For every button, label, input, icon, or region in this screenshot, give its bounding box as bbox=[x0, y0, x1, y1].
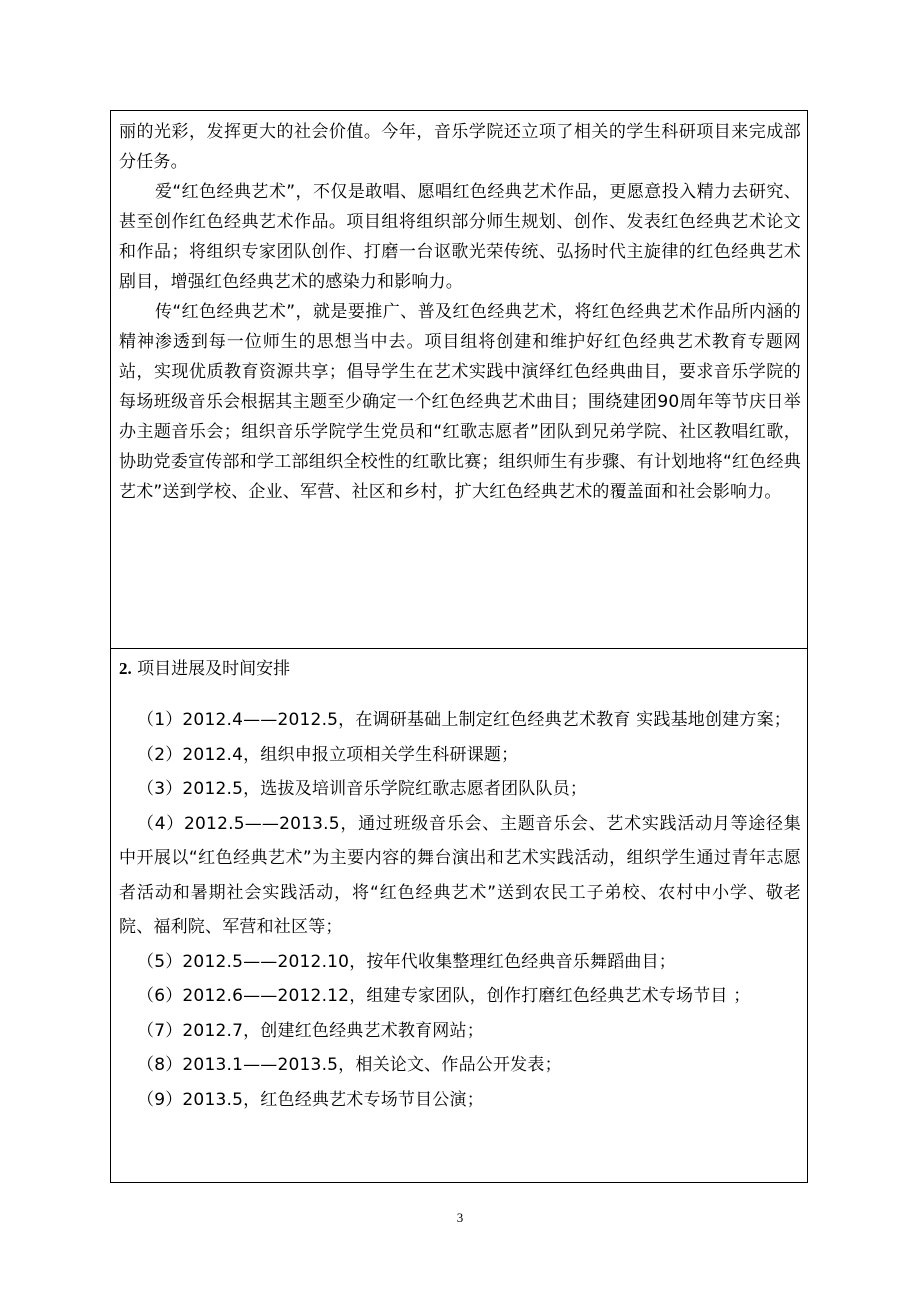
schedule-item: （1）2012.4——2012.5，在调研基础上制定红色经典艺术教育 实践基地创建方案； bbox=[137, 710, 791, 730]
section-title: 项目进展及时间安排 bbox=[137, 659, 291, 679]
paragraph-spread-red-classics: 传“红色经典艺术”，就是要推广、普及红色经典艺术，将红色经典艺术作品所内涵的精神渗透到每一位师生的思想当中去。项目组将创建和维护好红色经典艺术教育专题网站，实现优质教育资源共享；倡导学生在艺术实践中演绎红色经典曲目，要求音乐学院的每场班级音乐会根据其主题至少确定一个红色经典艺术曲目；围绕建团90周年等节庆日举办主题音乐会；组织音乐学院学生党员和“红歌志愿者”团队到兄弟学院、社区教唱红歌，协助党委宣传部和学工部组织全校性的红歌比赛；组织师生有步骤、有计划地将“红色经典艺术”送到学校、企业、军营、社区和乡村，扩大红色经典艺术的覆盖面和社会影响力。 bbox=[119, 302, 801, 502]
schedule-item: （9）2013.5，红色经典艺术专场节目公演； bbox=[137, 1089, 484, 1110]
schedule-item: （5）2012.5——2012.10，按年代收集整理红色经典音乐舞蹈曲目； bbox=[137, 951, 676, 972]
section-number: 2. bbox=[119, 659, 132, 678]
schedule-list bbox=[119, 703, 801, 1117]
schedule-cell bbox=[111, 649, 807, 1182]
schedule-item: （6）2012.6——2012.12，组建专家团队，创作打磨红色经典艺术专场节目 ； bbox=[137, 986, 751, 1006]
schedule-item: （8）2013.1——2013.5，相关论文、作品公开发表； bbox=[137, 1055, 562, 1075]
project-content-cell bbox=[111, 111, 807, 649]
schedule-item: （7）2012.7，创建红色经典艺术教育网站； bbox=[137, 1020, 484, 1041]
paragraph-continuation: 丽的光彩，发挥更大的社会价值。今年，音乐学院还立项了相关的学生科研项目来完成部分任务。 bbox=[119, 122, 801, 172]
paragraph-love-red-classics: 爱“红色经典艺术”，不仅是敢唱、愿唱红色经典艺术作品，更愿意投入精力去研究、甚至创作红色经典艺术作品。项目组将组织部分师生规划、创作、发表红色经典艺术论文和作品；将组织专家团队创作、打磨一台讴歌光荣传统、弘扬时代主旋律的红色经典艺术剧目，增强红色经典艺术的感染力和影响力。 bbox=[119, 182, 801, 292]
schedule-item: （4）2012.5——2013.5，通过班级音乐会、主题音乐会、艺术实践活动月等途径集中开展以“红色经典艺术”为主要内容的舞台演出和艺术实践活动，组织学生通过青年志愿者活动和暑期社会实践活动，将“红色经典艺术”送到农民工子弟校、农村中小学、敬老院、福利院、军营和社区等； bbox=[119, 813, 801, 937]
schedule-item: （3）2012.5，选拔及培训音乐学院红歌志愿者团队队员； bbox=[137, 779, 588, 799]
document-table bbox=[110, 110, 808, 1183]
page-number: 3 bbox=[456, 1210, 464, 1225]
schedule-item: （2）2012.4，组织申报立项相关学生科研课题； bbox=[137, 744, 519, 765]
section-heading bbox=[119, 649, 801, 683]
